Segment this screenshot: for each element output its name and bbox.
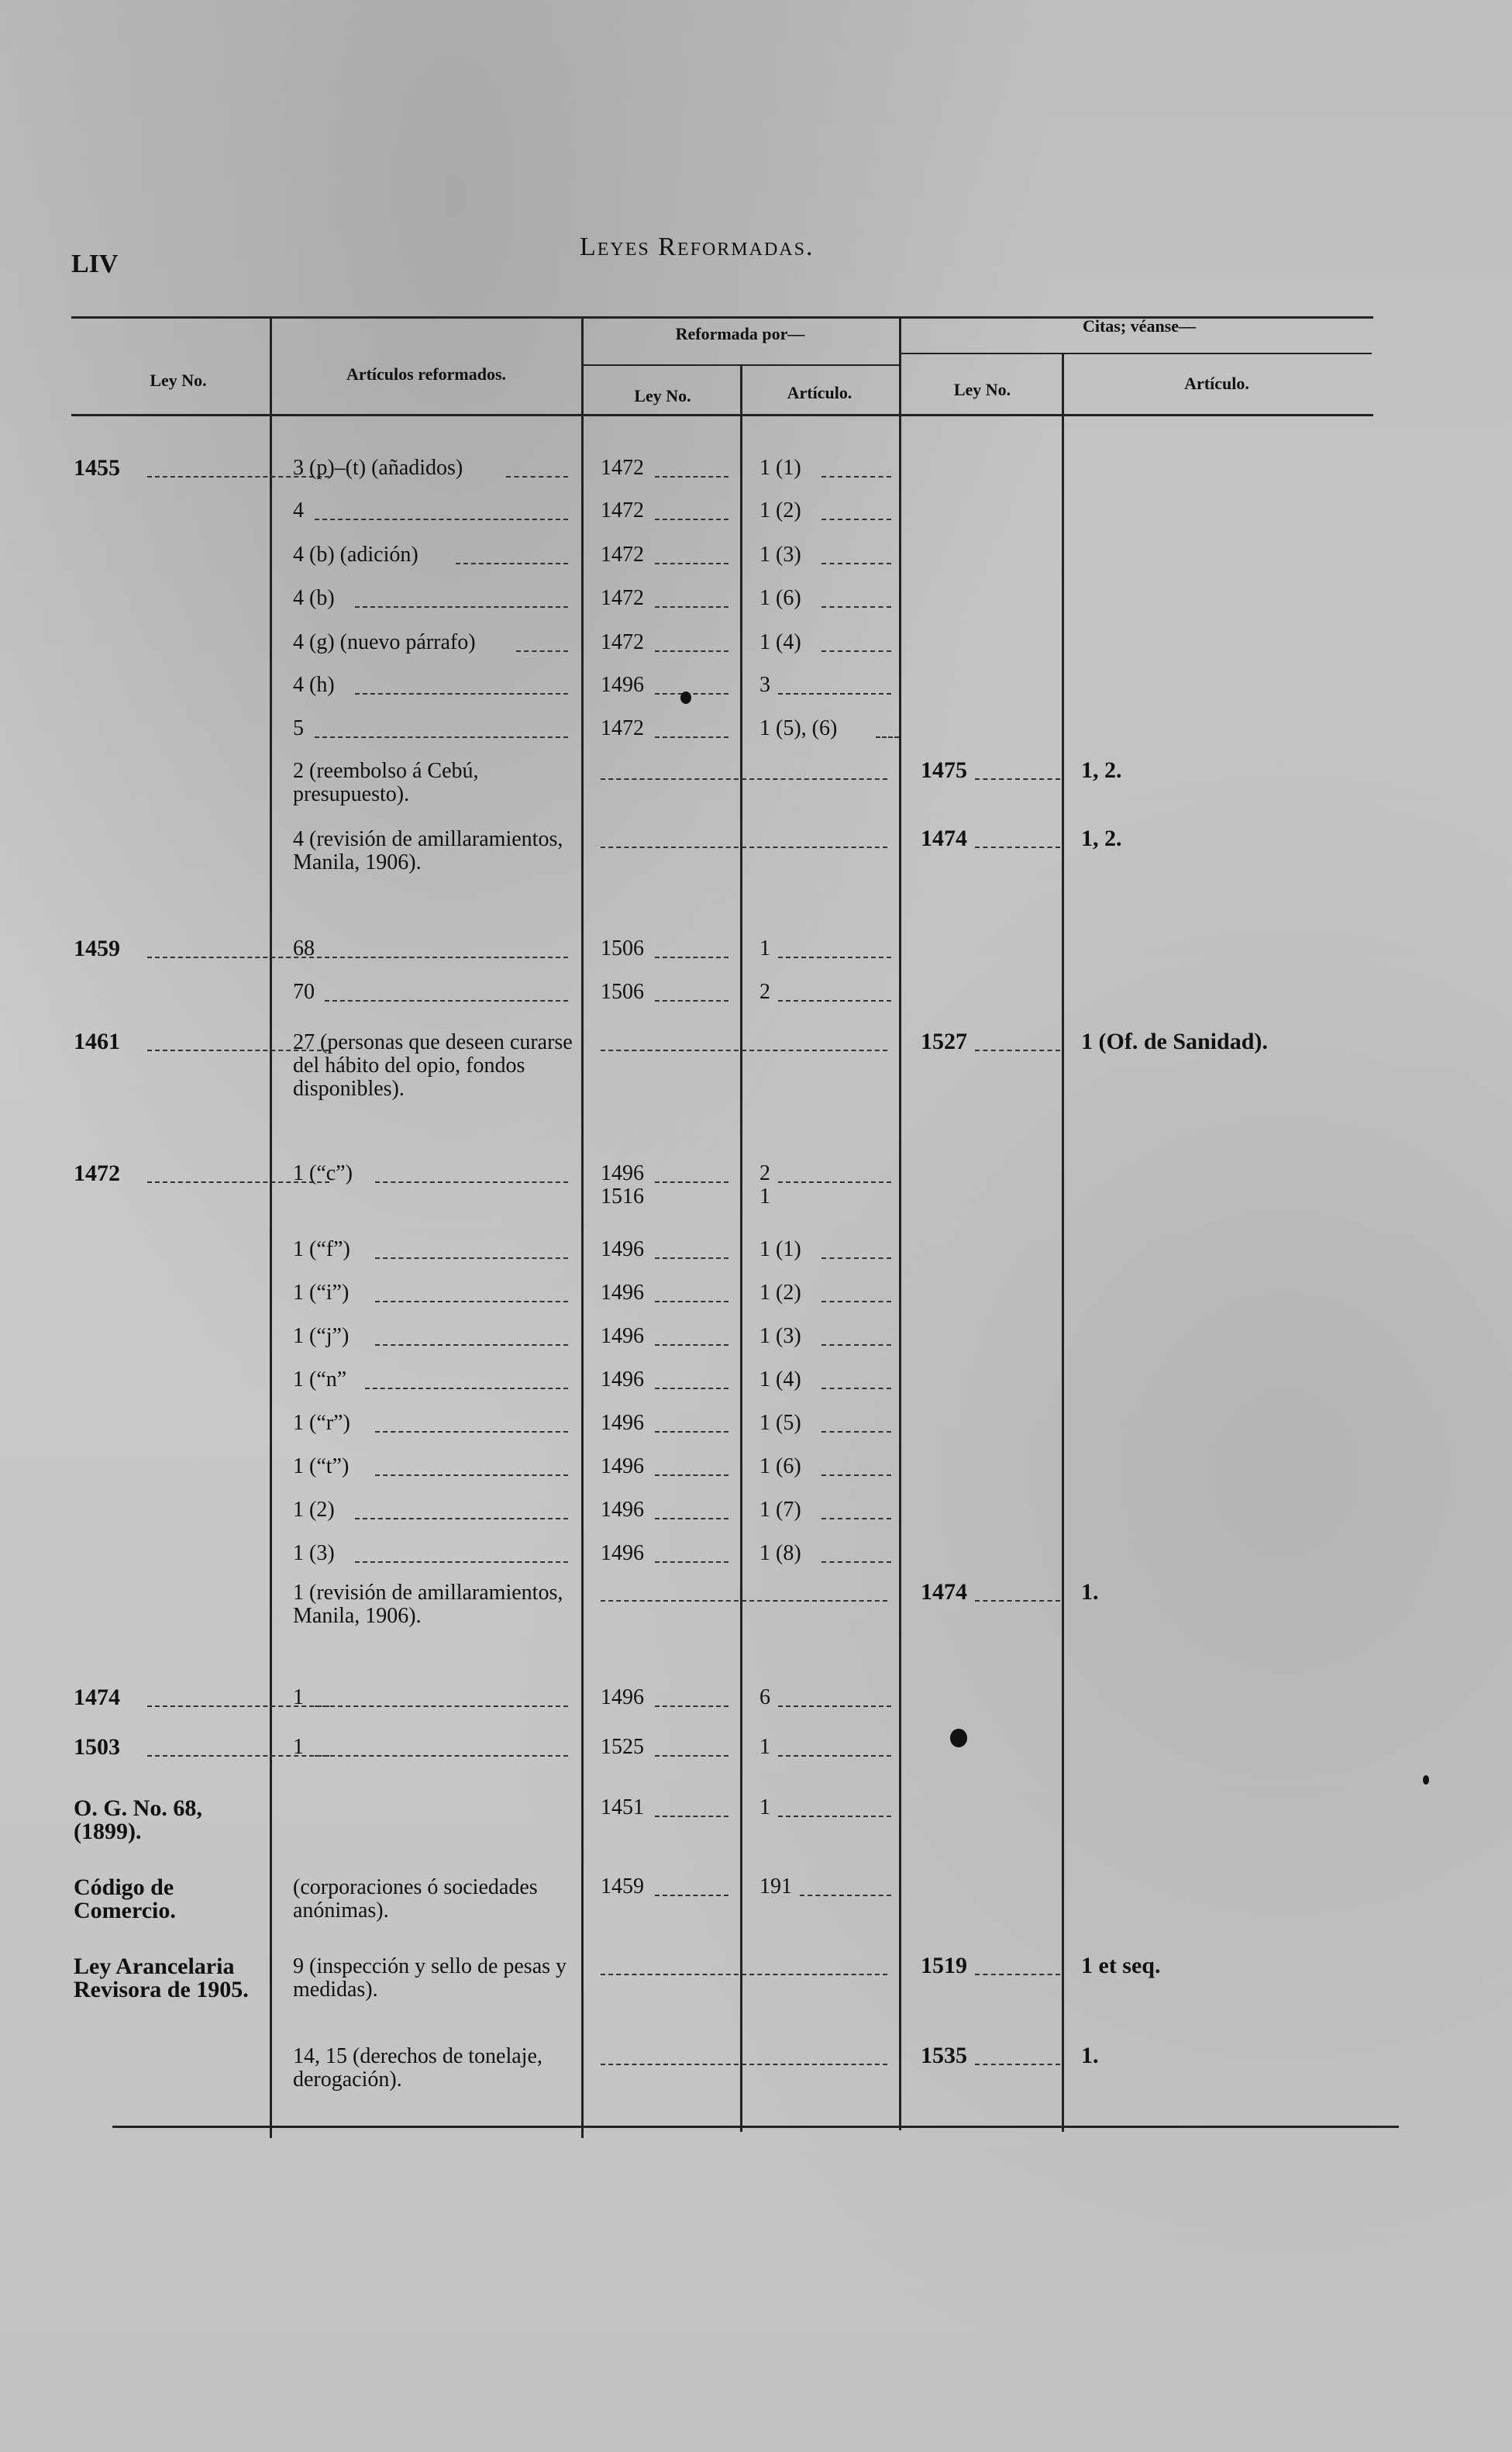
articulo-reformado: 4 (h) <box>293 673 335 697</box>
ley-number: Código de Comercio. <box>74 1874 176 1923</box>
articulo-reformado: 2 (reembolso á Cebú, presupuesto). <box>293 759 479 806</box>
leader-dots <box>655 1895 728 1896</box>
articulo-reformado: 1 (3) <box>293 1541 335 1565</box>
leader-dots <box>778 957 891 958</box>
articulo-reformado: 1 (revisión de amillaramientos, Manila, 1906). <box>293 1581 563 1628</box>
leader-dots <box>821 1474 891 1476</box>
reformada-articulo: 1 <box>759 1185 770 1209</box>
leader-dots <box>876 736 899 738</box>
cita-ley: 1535 <box>921 2043 967 2068</box>
leader-dots <box>655 1431 728 1433</box>
reformada-articulo: 1 (7) <box>759 1498 801 1522</box>
reformada-articulo: 1 (3) <box>759 1324 801 1348</box>
articulo-reformado: 4 <box>293 498 304 522</box>
leader-dots <box>778 693 891 695</box>
articulo-reformado: 1 (“j”) <box>293 1324 350 1348</box>
cita-articulo: 1, 2. <box>1081 757 1122 783</box>
leader-dots <box>655 1000 728 1002</box>
header-ley-no: Ley No. <box>150 371 207 390</box>
reformada-articulo: 2 <box>759 1161 770 1185</box>
reformada-ley: 1496 <box>601 1411 644 1435</box>
leader-dots <box>821 1301 891 1302</box>
reformada-articulo: 3 <box>759 673 770 697</box>
reformada-articulo: 1 (4) <box>759 1367 801 1392</box>
leader-dots <box>655 1344 728 1346</box>
articulo-reformado: 1 (“f”) <box>293 1237 350 1261</box>
cita-ley: 1474 <box>921 826 967 851</box>
leader-dots <box>655 519 728 520</box>
leader-dots <box>355 1518 568 1519</box>
reformada-ley: 1496 <box>601 1281 644 1305</box>
reformada-articulo: 1 (5), (6) <box>759 716 838 740</box>
leader-dots <box>778 1705 891 1707</box>
header-ref-ley-no: Ley No. <box>634 386 691 405</box>
table-bottom-rule <box>112 2126 1399 2128</box>
leader-dots <box>821 1388 891 1389</box>
reformada-articulo: 1 <box>759 936 770 960</box>
cita-ley: 1527 <box>921 1029 967 1054</box>
ley-number: Ley Arancelaria Revisora de 1905. <box>74 1954 249 2002</box>
cita-ley: 1519 <box>921 1953 967 1978</box>
articulo-reformado: 70 <box>293 980 315 1004</box>
leader-dots <box>655 1816 728 1817</box>
leader-dots <box>821 1561 891 1563</box>
cita-articulo: 1. <box>1081 1579 1099 1605</box>
articulo-reformado: 5 <box>293 716 304 740</box>
leader-dots <box>821 1257 891 1259</box>
leader-dots <box>655 1257 728 1259</box>
leader-dots <box>601 1050 887 1051</box>
leader-dots <box>778 1000 891 1002</box>
leader-dots <box>975 1974 1060 1975</box>
reformada-articulo: 1 (1) <box>759 456 801 480</box>
reformada-ley: 1496 <box>601 1498 644 1522</box>
reformada-articulo: 1 (8) <box>759 1541 801 1565</box>
reformada-ley: 1496 <box>601 1324 644 1348</box>
reformada-articulo: 1 (5) <box>759 1411 801 1435</box>
cita-ley: 1475 <box>921 757 967 783</box>
articulo-reformado: 1 (“t”) <box>293 1454 350 1478</box>
articulo-reformado: 4 (b) (adición) <box>293 543 418 567</box>
articulo-reformado: 27 (personas que deseen curarse del hábito del opio, fondos disponibles). <box>293 1030 573 1101</box>
leader-dots <box>655 1518 728 1519</box>
reformada-ley: 1516 <box>601 1185 644 1209</box>
leader-dots <box>355 606 568 608</box>
leader-dots <box>325 957 568 958</box>
articulo-reformado: 1 <box>293 1735 304 1759</box>
leader-dots <box>655 606 728 608</box>
articulo-reformado: 1 (“r”) <box>293 1411 350 1435</box>
articulo-reformado: 4 (b) <box>293 586 335 610</box>
leader-dots <box>365 1388 568 1389</box>
reformada-articulo: 1 (1) <box>759 1237 801 1261</box>
reformada-ley: 1472 <box>601 630 644 654</box>
reformada-ley: 1525 <box>601 1735 644 1759</box>
reformada-ley: 1496 <box>601 1541 644 1565</box>
leader-dots <box>821 563 891 564</box>
articulo-reformado: 1 (“n” <box>293 1367 347 1392</box>
reformada-ley: 1506 <box>601 936 644 960</box>
reformada-ley: 1472 <box>601 543 644 567</box>
leader-dots <box>601 778 887 780</box>
leader-dots <box>516 650 568 652</box>
leader-dots <box>655 1388 728 1389</box>
leader-dots <box>375 1301 568 1302</box>
cita-ley: 1474 <box>921 1579 967 1605</box>
reformada-articulo: 2 <box>759 980 770 1004</box>
leader-dots <box>778 1816 891 1817</box>
reformada-articulo: 1 (4) <box>759 630 801 654</box>
leader-dots <box>456 563 568 564</box>
ley-number: 1459 <box>74 936 120 961</box>
header-reformada-por: Reformada por— <box>675 324 805 343</box>
leader-dots <box>655 957 728 958</box>
reformada-ley: 1472 <box>601 716 644 740</box>
leader-dots <box>655 1181 728 1183</box>
leader-dots <box>375 1257 568 1259</box>
header-cit-ley-no: Ley No. <box>953 380 1011 399</box>
reformada-articulo: 1 (2) <box>759 498 801 522</box>
reformada-articulo: 1 (6) <box>759 586 801 610</box>
leader-dots <box>601 1974 887 1975</box>
leader-dots <box>375 1474 568 1476</box>
ley-number: O. G. No. 68, (1899). <box>74 1795 202 1844</box>
leader-dots <box>375 1344 568 1346</box>
ley-number: 1474 <box>74 1685 120 1710</box>
page-number: LIV <box>71 250 119 278</box>
articulo-reformado: 4 (revisión de amillaramientos, Manila, 1906). <box>293 827 563 874</box>
articulo-reformado: 68 <box>293 936 315 960</box>
leader-dots <box>325 1000 568 1002</box>
ink-spot <box>1423 1775 1429 1785</box>
ley-number: 1455 <box>74 455 120 481</box>
articulo-reformado: 3 (p)–(t) (añadidos) <box>293 456 463 480</box>
leader-dots <box>778 1181 891 1183</box>
col-divider-3 <box>740 364 742 2132</box>
leader-dots <box>375 1431 568 1433</box>
leader-dots <box>778 1755 891 1757</box>
leader-dots <box>655 1705 728 1707</box>
reformada-ley: 1472 <box>601 586 644 610</box>
header-articulos: Artículos reformados. <box>346 364 507 384</box>
leader-dots <box>975 778 1060 780</box>
articulo-reformado: 1 <box>293 1685 304 1709</box>
leader-dots <box>655 1301 728 1302</box>
leader-dots <box>975 2064 1060 2065</box>
ley-number: 1461 <box>74 1029 120 1054</box>
leader-dots <box>975 1600 1060 1602</box>
leader-dots <box>506 476 568 478</box>
leader-dots <box>355 1561 568 1563</box>
col-divider-5 <box>1062 353 1064 2132</box>
reformada-ley: 1506 <box>601 980 644 1004</box>
header-bottom-rule <box>71 414 1373 416</box>
leader-dots <box>315 519 568 520</box>
leader-dots <box>655 736 728 738</box>
ley-number: 1472 <box>74 1160 120 1186</box>
leader-dots <box>355 693 568 695</box>
reformada-ley: 1496 <box>601 1454 644 1478</box>
leader-dots <box>655 693 728 695</box>
reformada-articulo: 1 <box>759 1735 770 1759</box>
articulo-reformado: 1 (2) <box>293 1498 335 1522</box>
reformada-ley: 1496 <box>601 1685 644 1709</box>
reformada-ley: 1496 <box>601 1161 644 1185</box>
articulo-reformado: 4 (g) (nuevo párrafo) <box>293 630 476 654</box>
articulo-reformado: 14, 15 (derechos de tonelaje, derogación). <box>293 2044 542 2092</box>
reformada-articulo: 1 (6) <box>759 1454 801 1478</box>
articulo-reformado: 1 (“i”) <box>293 1281 350 1305</box>
reformada-ley: 1459 <box>601 1874 644 1898</box>
reformada-articulo: 6 <box>759 1685 770 1709</box>
leader-dots <box>975 847 1060 848</box>
reformada-articulo: 1 (3) <box>759 543 801 567</box>
subheader-rule-citas <box>899 353 1372 354</box>
col-divider-1 <box>270 316 272 2138</box>
header-citas: Citas; véanse— <box>1082 316 1197 336</box>
leader-dots <box>800 1895 891 1896</box>
cita-articulo: 1 (Of. de Sanidad). <box>1081 1029 1268 1054</box>
reformada-ley: 1451 <box>601 1795 644 1819</box>
leader-dots <box>655 1474 728 1476</box>
leader-dots <box>821 650 891 652</box>
reformada-ley: 1496 <box>601 1237 644 1261</box>
articulo-reformado: (corporaciones ó sociedades anónimas). <box>293 1875 538 1923</box>
ink-spot <box>680 691 691 704</box>
leader-dots <box>601 847 887 848</box>
leader-dots <box>315 736 568 738</box>
leader-dots <box>655 650 728 652</box>
col-divider-2 <box>581 316 584 2138</box>
reformada-ley: 1472 <box>601 456 644 480</box>
reformada-ley: 1496 <box>601 1367 644 1392</box>
leader-dots <box>315 1755 568 1757</box>
reformada-articulo: 1 <box>759 1795 770 1819</box>
ley-number: 1503 <box>74 1734 120 1760</box>
cita-articulo: 1, 2. <box>1081 826 1122 851</box>
leader-dots <box>601 1600 887 1602</box>
leader-dots <box>821 1344 891 1346</box>
leader-dots <box>315 1705 568 1707</box>
col-divider-4 <box>899 316 901 2130</box>
reformada-ley: 1472 <box>601 498 644 522</box>
leader-dots <box>655 1755 728 1757</box>
cita-articulo: 1. <box>1081 2043 1099 2068</box>
leader-dots <box>601 2064 887 2065</box>
articulo-reformado: 9 (inspección y sello de pesas y medidas). <box>293 1954 567 2002</box>
leader-dots <box>375 1181 568 1183</box>
leader-dots <box>821 1518 891 1519</box>
reformada-articulo: 191 <box>759 1874 792 1898</box>
leader-dots <box>655 1561 728 1563</box>
leader-dots <box>821 476 891 478</box>
running-title: Leyes Reformadas. <box>580 233 815 261</box>
leader-dots <box>655 476 728 478</box>
ink-spot <box>950 1729 967 1747</box>
leader-dots <box>821 519 891 520</box>
reformada-ley: 1496 <box>601 673 644 697</box>
leader-dots <box>655 563 728 564</box>
leader-dots <box>821 1431 891 1433</box>
reformada-articulo: 1 (2) <box>759 1281 801 1305</box>
header-cit-articulo: Artículo. <box>1184 374 1249 393</box>
cita-articulo: 1 et seq. <box>1081 1953 1161 1978</box>
leader-dots <box>975 1050 1060 1051</box>
leader-dots <box>821 606 891 608</box>
articulo-reformado: 1 (“c”) <box>293 1161 353 1185</box>
header-ref-articulo: Artículo. <box>787 383 852 402</box>
